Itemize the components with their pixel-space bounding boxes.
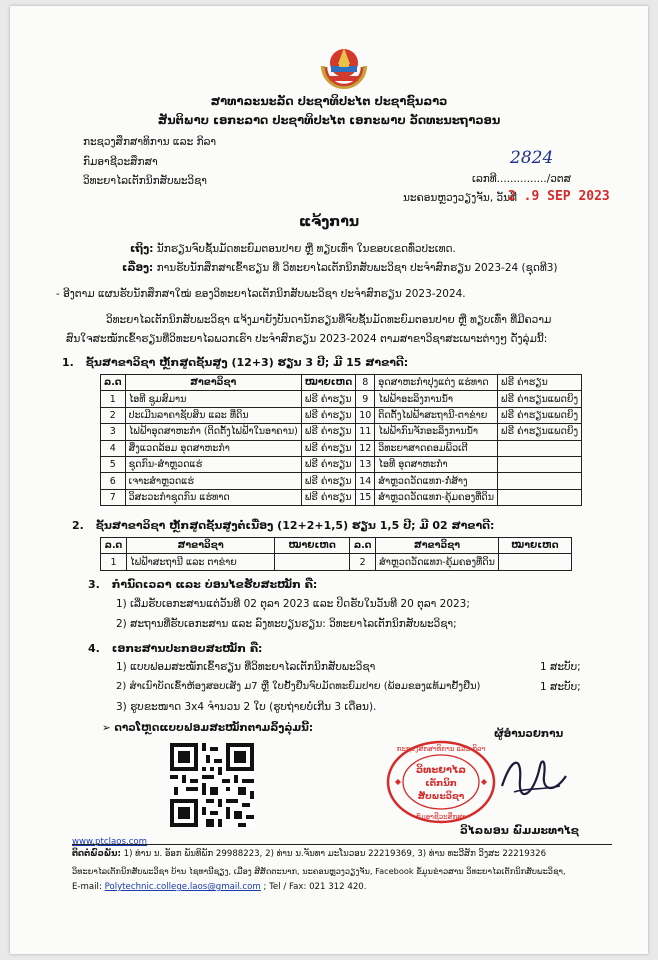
col-header-note: ໝາຍເຫດ xyxy=(301,375,355,391)
table-cell xyxy=(498,489,582,505)
table-cell: ປະເມີນລາຄາຊັບສິນ ແລະ ທີ່ດິນ xyxy=(125,407,301,423)
stamp-center-1: ວິທະຍາໄລ xyxy=(416,765,466,776)
college-name: ວິທະຍາໄລເຕັກນິກສັບພະວິຊາ xyxy=(83,175,207,187)
table-cell: ສຳຫຼວດວັດແທກ-ຄຸ້ມຄອງທີ່ດິນ xyxy=(375,489,498,505)
email-link[interactable]: Polytechnic.college.laos@gmail.com xyxy=(104,882,261,892)
table-cell: ຊຸດກົນ-ສຳຫຼວດແຮ່ xyxy=(125,456,301,472)
col-header-major: ສາຂາວິຊາ xyxy=(126,538,274,554)
table-row xyxy=(101,489,582,505)
recipient-text: ນັກຮຽນຈົບຊັ້ນມັດທະຍົມຕອນປາຍ ຫຼື ທຽບເທົ່າ ໃນຂອບເຂດທົ່ວປະເທດ. xyxy=(156,243,456,255)
col-header-no: ລ.ດ xyxy=(101,375,126,391)
email-line xyxy=(72,882,367,892)
table-cell xyxy=(498,473,582,489)
subject-label: ເລື່ອງ: xyxy=(122,262,154,274)
stamp-center-3: ສັບພະວິຊາ xyxy=(417,792,465,802)
lao-emblem-icon xyxy=(317,36,371,90)
section4-item-3: 3) ຮູບຂະໜາດ 3x4 ຈຳນວນ 2 ໃບ (ຮູບຖ່າຍບໍ່ເກີນ 3 ເດືອນ). xyxy=(116,701,377,713)
table-cell: ວິທະຍາສາດຄອມພິວເຕີ xyxy=(375,440,498,456)
table-cell: ຟຣີ ຄ່າຮຽນແພດຍິງ xyxy=(498,391,582,407)
table-cell: ຟຣີ ຄ່າຮຽນແພດຍິງ xyxy=(498,424,582,440)
section4-number: 4. xyxy=(88,642,100,655)
table-cell: ຟຣີ ຄ່າຮຽນ xyxy=(301,391,355,407)
table-cell: 15 xyxy=(356,489,375,505)
table-cell: 12 xyxy=(356,440,375,456)
table-row xyxy=(101,391,582,407)
table-cell: ໄຟຟ້າອຸດສາຫະກຳ (ຕິດຕັ້ງໄຟຟ້າໃນອາຄານ) xyxy=(125,424,301,440)
recipient-label: ເຖິງ: xyxy=(130,243,154,255)
table-cell: 4 xyxy=(101,440,126,456)
qr-code-icon[interactable] xyxy=(170,743,254,827)
table-cell: ຟຣີ ຄ່າຮຽນ xyxy=(301,473,355,489)
col-header-no: ລ.ດ xyxy=(350,538,376,554)
col-header-note: ໝາຍເຫດ xyxy=(498,538,571,554)
download-note: ➢ ດາວໂຫຼດແບບຟອມສະໝັກຕາມລິ້ງລຸ່ມນີ້: xyxy=(102,722,314,734)
table-cell: ສຳຫຼວດວັດແທກ-ກໍ່ສ້າງ xyxy=(375,473,498,489)
col-header-major: ສາຂາວິຊາ xyxy=(376,538,499,554)
table-row xyxy=(101,473,582,489)
subject-line xyxy=(122,262,558,274)
email-label: E-mail: xyxy=(72,882,102,892)
table-row xyxy=(101,456,582,472)
section3-item-2: 2) ສະຖານທີ່ຮັບເອກະສານ ແລະ ລົງທະບຽນຮຽນ: ວິທະຍາໄລເຕັກນິກສັບພະວິຊາ; xyxy=(116,618,457,630)
table-cell: 7 xyxy=(101,489,126,505)
section4-item-2-qty: 1 ສະບັບ; xyxy=(540,681,581,693)
table-cell: ຟຣີ ຄ່າຮຽນ xyxy=(498,375,582,391)
section3-heading xyxy=(88,578,317,591)
date-stamp: 2 .9 SEP 2023 xyxy=(508,189,610,204)
table-cell: ຟຣີ ຄ່າຮຽນ xyxy=(301,440,355,456)
table-cell: ສິ່ງແວດລ້ອມ ອຸດສາຫະກຳ xyxy=(125,440,301,456)
department-name: ກົມອາຊີວະສຶກສາ xyxy=(83,156,158,168)
table-cell: ຟຣີ ຄ່າຮຽນແພດຍິງ xyxy=(498,407,582,423)
table-cell: 10 xyxy=(356,407,375,423)
table-cell: 3 xyxy=(101,424,126,440)
table-cell: ໄຟຟ້າກົນຈັກອະລິງການນ້ຳ xyxy=(375,424,498,440)
table-header-row xyxy=(101,538,572,554)
contact-text: 1) ທ່ານ ນ. ອັອກ ພັນທິພັກ 29988223, 2) ທ່ານ ນ.ຈັນທາ ມະໂນວອນ 22219369, 3) ທ່ານ ທະວີສັກ ວິງສະ 22219326 xyxy=(123,849,547,859)
tel-fax: ; Tel / Fax: 021 312 420. xyxy=(263,882,367,892)
table-cell: 1 xyxy=(101,554,127,570)
table-cell: 14 xyxy=(356,473,375,489)
table-cell: 6 xyxy=(101,473,126,489)
table-cell: ຟຣີ ຄ່າຮຽນ xyxy=(301,456,355,472)
recipient-line xyxy=(130,243,456,255)
intro-line-1: ວິທະຍາໄລເຕັກນິກສັບພະວິຊາ ແຈ້ງມາຍັງບັນດານັກຮຽນທີ່ຈົບຊັ້ນມັດທະຍົມຕອນປາຍ ຫຼື ທຽບເທົ່າ ທີ່ມີຄວາມ xyxy=(106,314,552,326)
contact-line xyxy=(72,849,546,859)
table-cell: 2 xyxy=(101,407,126,423)
table-row xyxy=(101,407,582,423)
table-cell xyxy=(498,456,582,472)
section2-heading xyxy=(72,519,494,532)
table-cell: ອຸດສາຫະກຳປຸງແຕ່ງ ແຮ່ທາດ xyxy=(375,375,498,391)
ministry-name: ກະຊວງສຶກສາທິການ ແລະ ກິລາ xyxy=(83,136,217,148)
table-cell: ຟຣີ ຄ່າຮຽນ xyxy=(301,407,355,423)
col-header-note: ໝາຍເຫດ xyxy=(275,538,350,554)
section4-title: ເອກະສານປະກອບສະໝັກ ຄື: xyxy=(111,642,263,655)
table-cell: ໄຟຟ້າສະຖານີ ແລະ ຕາຂ່າຍ xyxy=(126,554,274,570)
section1-table xyxy=(100,374,582,506)
official-stamp-icon xyxy=(385,739,497,825)
section3-item-1: 1) ເລີ່ມຮັບເອກະສານແຕ່ວັນທີ 02 ຕຸລາ 2023 ແລະ ປິດຮັບໃນວັນທີ 20 ຕຸລາ 2023; xyxy=(116,598,470,610)
signature-icon xyxy=(494,746,574,806)
section4-item-1: 1) ແບບຟອມສະໝັກເຂົ້າຮຽນ ທີ່ວິທະຍາໄລເຕັກນິກສັບພະວິຊາ xyxy=(116,661,376,673)
document-page xyxy=(10,6,648,954)
section2-number: 2. xyxy=(72,519,84,532)
document-title: ແຈ້ງການ xyxy=(298,214,360,230)
section1-number: 1. xyxy=(62,356,74,369)
section1-heading xyxy=(62,356,408,369)
table-cell: ຟຣີ ຄ່າຮຽນ xyxy=(301,489,355,505)
website-link[interactable]: www.ptclaos.com xyxy=(72,837,148,847)
country-name: ສາທາລະນະລັດ ປະຊາທິປະໄຕ ປະຊາຊົນລາວ xyxy=(210,94,448,108)
table-cell: 11 xyxy=(356,424,375,440)
section1-title: ຊັ້ນສາຂາວິຊາ ຫຼັກສູດຊັ້ນສູງ (12+3) ຮຽນ 3 ປີ; ມີ 15 ສາຂາດີ: xyxy=(85,356,409,369)
table-cell: 1 xyxy=(101,391,126,407)
stamp-center-2: ເຕັກນິກ xyxy=(425,779,457,789)
table-header-row xyxy=(101,375,582,391)
table-cell: 13 xyxy=(356,456,375,472)
table-cell: ໄຟຟ້າອະລິງການນ້ຳ xyxy=(375,391,498,407)
table-cell: ວິສະວະກຳຊຸດກົນ ແຮ່ທາດ xyxy=(125,489,301,505)
section2-table xyxy=(100,537,572,571)
table-cell xyxy=(498,554,571,570)
table-cell: ໄອທີ ຊູມສົມານ xyxy=(125,391,301,407)
table-cell: ຟຣີ ຄ່າຮຽນ xyxy=(301,424,355,440)
signatory-title: ຜູ້ອຳນວຍການ xyxy=(494,728,564,740)
table-row xyxy=(101,554,572,570)
intro-line-2: ສົນໃຈສະໝັກເຂົ້າຮຽນທີ່ວິທະຍາໄລພວກເຮົາ ປະຈຳສົກຮຽນ 2023-2024 ຕາມສາຂາວິຊາສະເພາະຕ່າງໆ ດັ່ງລຸ່ມນີ້: xyxy=(66,333,548,345)
section3-title: ກຳນົດເວລາ ແລະ ບ່ອນໄຂຮັບສະໝັກ ຄື: xyxy=(111,578,318,591)
stamp-bottom-text: ກົມອາຊີວະສຶກສາ xyxy=(416,813,466,821)
stamp-top-text: ກະຊວງສຶກສາທິການ ແລະ ກິລາ xyxy=(396,745,486,753)
table-cell: ໄອທີ ອຸດສາຫະກຳ xyxy=(375,456,498,472)
col-header-major: ສາຂາວິຊາ xyxy=(125,375,301,391)
section3-number: 3. xyxy=(88,578,100,591)
doc-number-handwritten: 2824 xyxy=(510,148,554,168)
section4-item-2: 2) ສຳເນົາບັດເຂົ້າຫ້ອງສອບເສັງ ມ7 ຫຼື ໃບຢັ້ງຢືນຈົບມັດທະຍົມປາຍ (ພ້ອມຂອງແທ້ມາຢັ້ງຢືນ) xyxy=(116,681,481,692)
table-cell: ເຈາະສຳຫຼວດແຮ່ xyxy=(125,473,301,489)
table-cell xyxy=(498,440,582,456)
table-cell: 2 xyxy=(350,554,376,570)
doc-number-label: ເລກທີ.............../ວຕສ xyxy=(472,173,572,185)
date-label: ນະຄອນຫຼວງວຽງຈັນ, ວັນທີ xyxy=(403,192,517,204)
table-cell: 5 xyxy=(101,456,126,472)
table-cell xyxy=(275,554,350,570)
national-motto: ສັນຕິພາບ ເອກະລາດ ປະຊາທິປະໄຕ ເອກະພາບ ວັດທະນະຖາວອນ xyxy=(157,113,501,127)
section2-title: ຊັ້ນສາຂາວິຊາ ຫຼັກສູດຊັ້ນສູງຕໍ່ເນື່ອງ (12+2+1,5) ຮຽນ 1,5 ປີ; ມີ 02 ສາຂາດີ: xyxy=(95,519,495,532)
col-header-no: ລ.ດ xyxy=(101,538,127,554)
contact-label: ຕິດຕໍ່ພົວພັນ: xyxy=(72,849,121,859)
footer-divider xyxy=(72,844,612,845)
signatory-name: ວິໄລພອນ ພົມມະທາໄຊ xyxy=(460,824,579,837)
table-cell: ສຳຫຼວດວັດແທກ-ຄຸ້ມຄອງທີ່ດິນ xyxy=(376,554,499,570)
address-line: ວິທະຍາໄລເຕັກນິກສັບພະວິຊາ ບ້ານ ໄຊທານີຊຽງ, ເມືອງ ສີສັດຕະນາກ, ນະຄອນຫຼວງວຽງຈັນ, Facebook ຂໍ້ມູນຂ່າວສານ ວິທະຍາໄລເຕັກນິກສັບພະວິຊາ, xyxy=(72,866,566,876)
section4-heading xyxy=(88,642,262,655)
table-cell: ຕິດຕັ້ງໄຟຟ້າສະຖານີ-ຕາຂ່າຍ xyxy=(375,407,498,423)
table-cell: 8 xyxy=(356,375,375,391)
reference-line: - ອີງຕາມ ແຜນຮັບນັກສຶກສາໃໝ່ ຂອງວິທະຍາໄລເຕັກນິກສັບພະວິຊາ ປະຈຳສົກຮຽນ 2023-2024. xyxy=(56,288,466,300)
table-row xyxy=(101,440,582,456)
table-row xyxy=(101,424,582,440)
section4-item-1-qty: 1 ສະບັບ; xyxy=(540,661,581,673)
table-cell: 9 xyxy=(356,391,375,407)
subject-text: ການຮັບນັກສຶກສາເຂົ້າຮຽນ ທີ່ ວິທະຍາໄລເຕັກນິກສັບພະວິຊາ ປະຈຳສົກຮຽນ 2023-24 (ຊຸດທີ3) xyxy=(156,262,558,274)
